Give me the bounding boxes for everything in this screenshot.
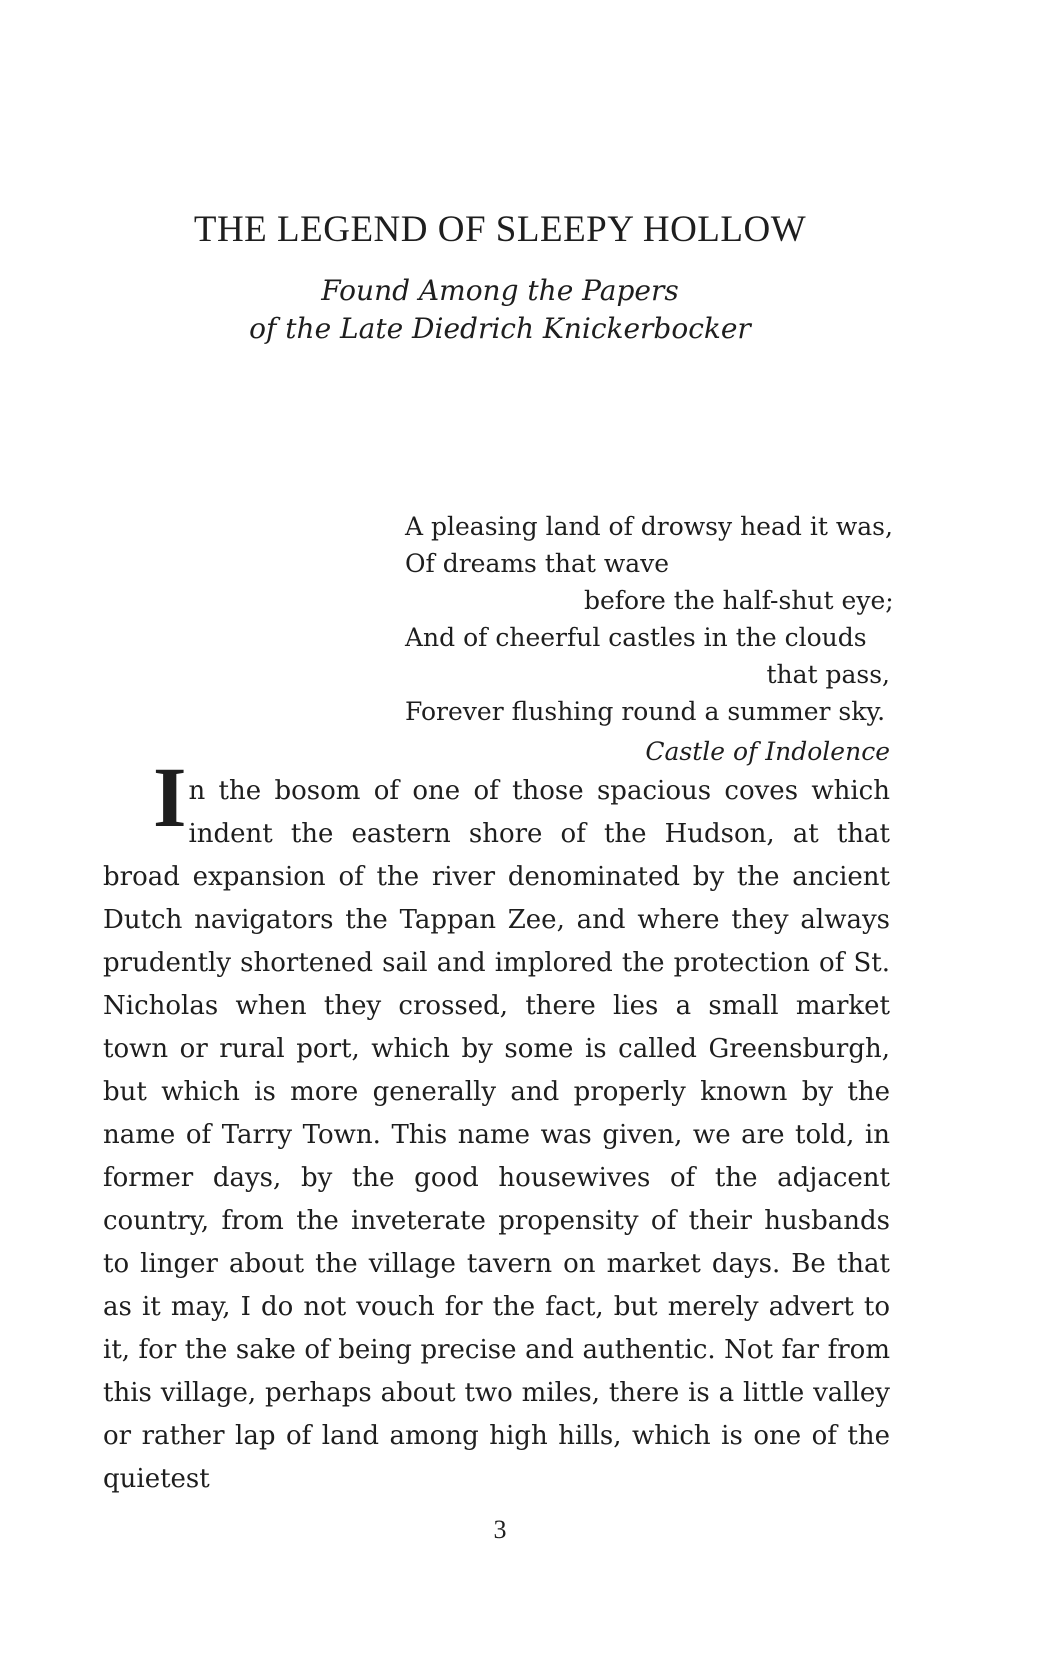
epigraph <box>405 508 894 770</box>
chapter-title: THE LEGEND OF SLEEPY HOLLOW <box>193 209 807 250</box>
subtitle-line-1: Found Among the Papers <box>321 274 679 307</box>
epigraph-line-5: that pass, <box>766 660 890 689</box>
epigraph-line-3: before the half-shut eye; <box>584 586 894 615</box>
page-number: 3 <box>493 1515 507 1544</box>
epigraph-line-1: A pleasing land of drowsy head it was, <box>405 512 893 541</box>
epigraph-line-2: Of dreams that wave <box>405 549 670 578</box>
subtitle-line-2: of the Late Diedrich Knickerbocker <box>249 312 751 345</box>
epigraph-source: Castle of Indolence <box>645 737 890 766</box>
body-text: n the bosom of one of those spacious coves which indent the eastern shore of the Hudson, at that broad expansion of the river denominated by the ancient Dutch navigators the Tappan Zee, and where they always prudently shortened sail and implored the protection of St. Nicholas when they crossed, there lies a small market town or rural port, which by some is called Greensburgh, but which is more generally and properly known by the name of Tarry Town. This name was given, we are told, in former days, by the good housewives of the adjacent country, from the inveterate propensity of their husbands to linger about the village tavern on market days. Be that as it may, I do not vouch for the fact, but merely advert to it, for the sake of being precise and authentic. Not far from this village, perhaps about two miles, there is a little valley or rather lap of land among high hills, which is one of the quietest <box>103 776 890 1494</box>
epigraph-line-6: Forever flushing round a summer sky. <box>405 697 886 726</box>
drop-cap: I <box>153 749 187 845</box>
chapter-subtitle <box>0 272 1000 348</box>
epigraph-line-4: And of cheerful castles in the clouds <box>405 623 867 652</box>
